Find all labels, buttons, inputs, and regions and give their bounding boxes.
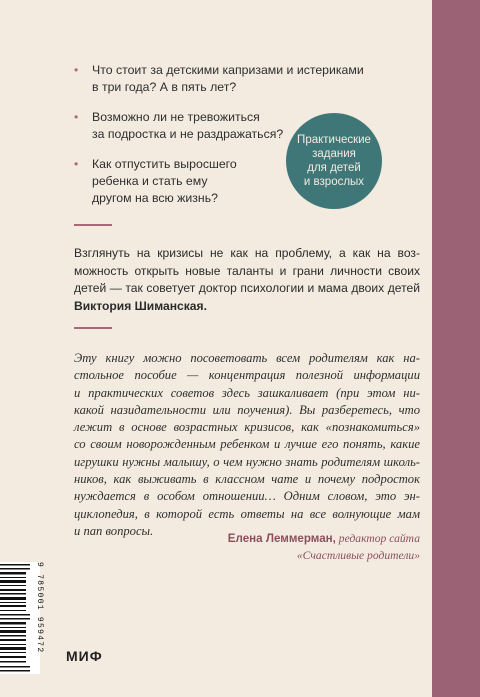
quote-line: со своим новорожденным ребенком и лучше его понять, какие xyxy=(74,437,420,452)
bullet-text: Что стоит за детскими капризами и истериками в три года? А в пять лет? xyxy=(92,63,364,94)
reviewer-role: редактор сайта xyxy=(335,532,420,545)
quote-line: и пап вопросы. xyxy=(74,523,154,538)
bullet-dot-icon: • xyxy=(74,157,79,171)
isbn-digits: 9 785001 959472 xyxy=(35,562,44,654)
quote-line: стольное пособие — концентрация полезной информации xyxy=(74,368,420,383)
intro-paragraph xyxy=(74,245,420,315)
quote-line: циклопедия, в которой есть ответы на все волнующие мам xyxy=(74,506,420,521)
quote-line: какой назидательности или поучения). Вы разберетесь, что xyxy=(74,402,420,417)
intro-text: Взглянуть на кризисы не как на проблему, а как на возможность открыть новые таланты и грани личности своих детей — так советует доктор психологии и мама двоих детей xyxy=(74,246,420,295)
bullet-text: Возможно ли не тревожиться за подростка и не раздражаться? xyxy=(92,110,284,141)
bullet-dot-icon: • xyxy=(74,63,79,77)
author-name: Виктория Шиманская. xyxy=(74,298,207,313)
divider xyxy=(74,327,112,329)
quote-line: лежит в основе возрастных кризисов, как «познакомиться» xyxy=(74,420,420,435)
list-item xyxy=(74,62,374,96)
quote-line: Эту книгу можно посоветовать всем родителям как на- xyxy=(74,351,420,365)
quote-line: нуждается в особом отношении… Одним словом, это эн- xyxy=(74,489,420,504)
reviewer-name: Елена Леммерман, xyxy=(227,532,336,545)
quote-line: игрушки нужны малышу, о чем нужно знать родителям школь- xyxy=(74,454,420,469)
quote-line: и практических советов здесь зашкаливает (при этом ни- xyxy=(74,385,420,400)
reviewer-site: «Счастливые родители» xyxy=(296,549,420,562)
barcode-bars-icon xyxy=(0,562,32,674)
review-attribution xyxy=(150,530,420,564)
divider xyxy=(74,224,112,226)
bullet-text: Как отпустить выросшего ребенка и стать ему другом на всю жизнь? xyxy=(92,157,237,205)
publisher-logo: МИФ xyxy=(66,648,103,664)
bullet-dot-icon: • xyxy=(74,110,79,124)
isbn-barcode xyxy=(0,562,44,674)
quote-line: ников, как выживать в классном чате и почему подросток xyxy=(74,472,420,487)
spine-stripe xyxy=(432,0,480,697)
review-quote xyxy=(74,350,420,540)
practical-tasks-badge xyxy=(286,113,382,209)
badge-text: Практические задания для детей и взрослых xyxy=(297,134,371,188)
